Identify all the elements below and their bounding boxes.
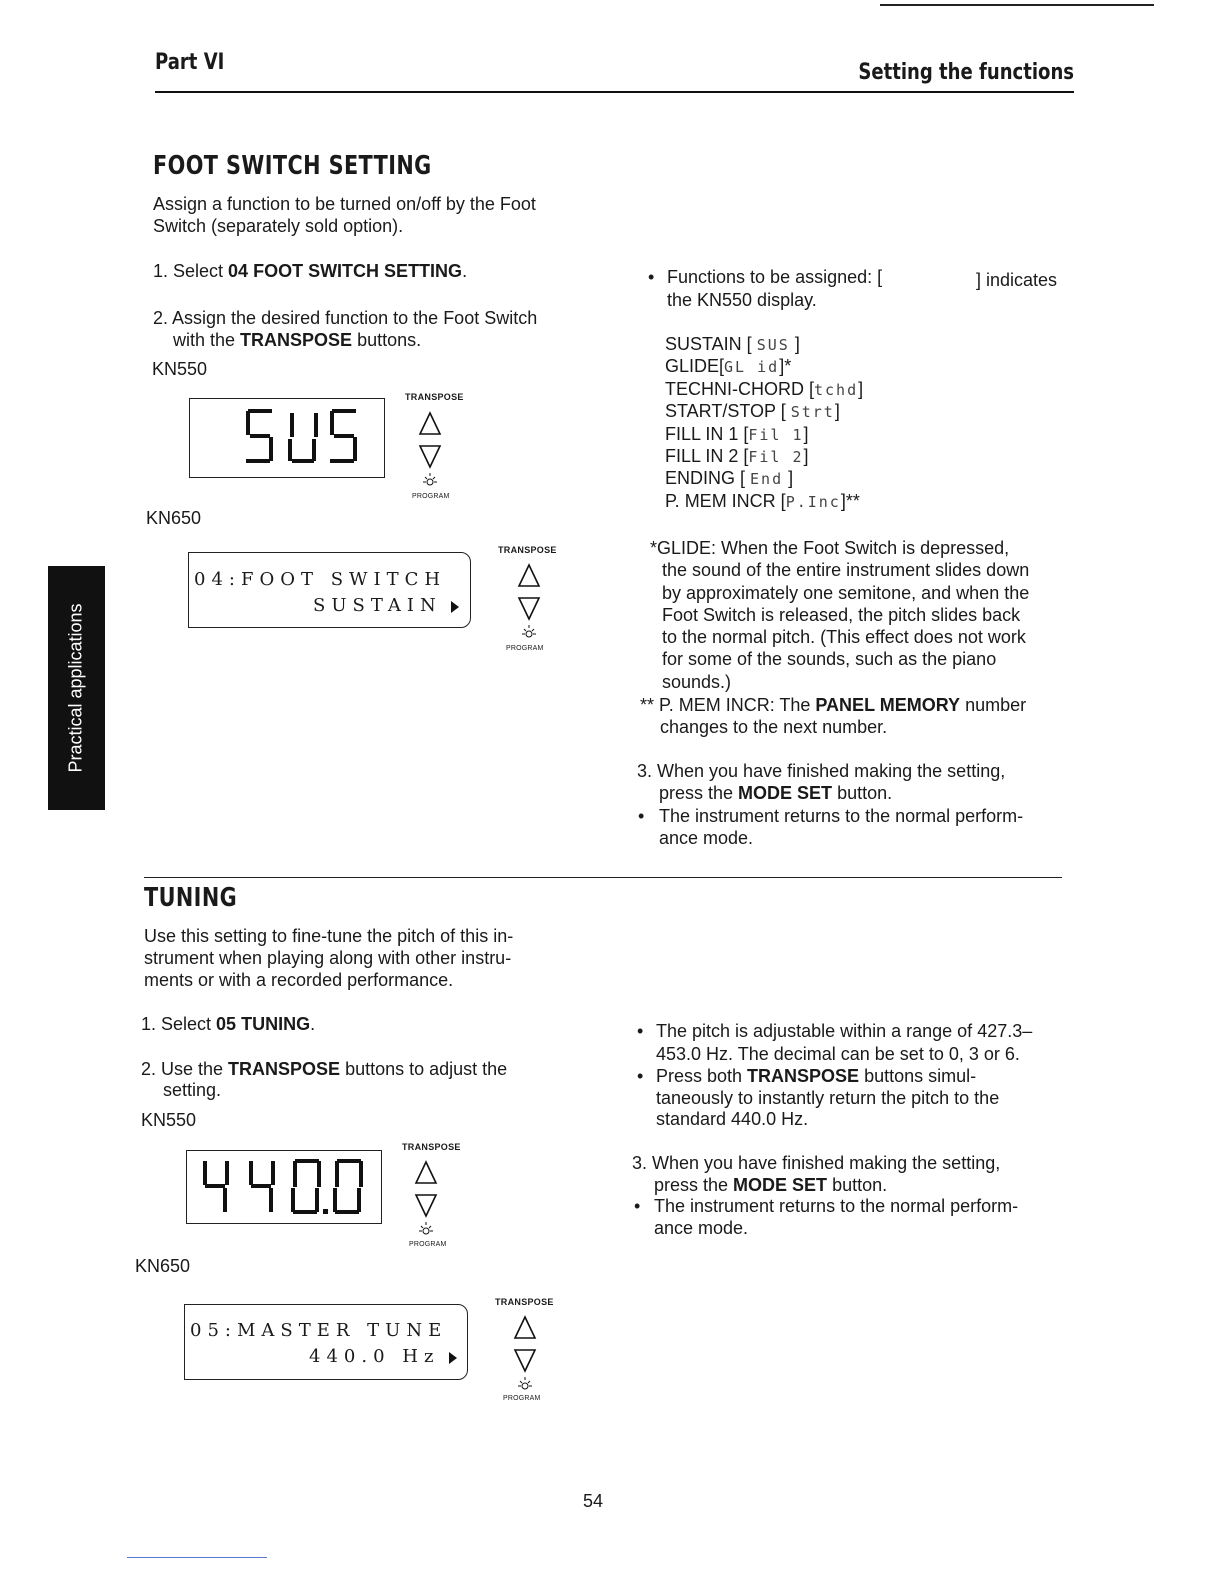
transpose-down-icon[interactable] (416, 1195, 436, 1216)
function-end: ] (794, 334, 800, 354)
tuning-step1-pre: 1. Select (141, 1014, 217, 1034)
foot-step2-post: buttons. (352, 330, 422, 350)
function-display: Fil 2 (748, 447, 804, 466)
tuning-return-2: ance mode. (654, 1218, 749, 1238)
foot-step-3-line2 (659, 782, 892, 804)
function-name: ENDING [ (665, 468, 746, 489)
tuning-press-3: standard 440.0 Hz. (656, 1109, 809, 1129)
function-name: P. MEM INCR [ (665, 490, 786, 511)
kn650-lcd-display-tuning (184, 1304, 468, 1380)
tuning-press-2: taneously to instantly return the pitch to the (656, 1088, 1000, 1108)
program-label: PROGRAM (412, 493, 450, 500)
program-lamp-icon (518, 1377, 532, 1389)
foot-intro-1: Assign a function to be turned on/off by the Foot (153, 194, 536, 214)
press-pre: Press both (656, 1066, 748, 1086)
tuning-step2-bold: TRANSPOSE (228, 1059, 341, 1079)
tuning-step-3-line1: 3. When you have finished making the setting, (632, 1153, 1001, 1173)
tuning-step-2-line2: setting. (163, 1080, 222, 1100)
transpose-label: TRANSPOSE (498, 545, 557, 555)
pmem-pre: ** P. MEM INCR: The (640, 695, 816, 715)
transpose-down-icon[interactable] (515, 1350, 535, 1371)
glide-note-line: to the normal pitch. (This effect does not work (662, 627, 1026, 648)
side-tab-label: Practical applications (65, 603, 86, 773)
function-item (665, 490, 863, 512)
tuning-step2-post: buttons to adjust the (340, 1059, 508, 1079)
header-rule (155, 91, 1074, 93)
transpose-buttons (418, 410, 442, 494)
transpose-up-icon[interactable] (420, 413, 440, 434)
bullet-icon: • (637, 1021, 644, 1041)
function-list (665, 333, 863, 512)
tuning-step3-bold: MODE SET (733, 1175, 828, 1195)
bullet-icon: • (634, 1196, 641, 1216)
tuning-step3-post: button. (827, 1175, 888, 1195)
foot-step1-pre: 1. Select (153, 261, 229, 281)
foot-switch-title: FOOT SWITCH SETTING (153, 151, 432, 181)
function-end: ] (834, 401, 840, 422)
tuning-kn650-label: KN650 (135, 1256, 191, 1276)
function-item (665, 445, 863, 467)
page-number: 54 (583, 1491, 604, 1511)
program-label: PROGRAM (506, 645, 544, 652)
pmem-post: number (960, 695, 1027, 715)
tuning-title: TUNING (144, 883, 238, 913)
tuning-kn550-label: KN550 (141, 1110, 197, 1130)
foot-return-1: The instrument returns to the normal perform- (659, 806, 1024, 826)
foot-return-2: ance mode. (659, 828, 754, 848)
transpose-buttons (414, 1159, 438, 1243)
step3-bold: MODE SET (738, 783, 833, 803)
foot-step1-bold: 04 FOOT SWITCH SETTING (228, 261, 463, 281)
glide-note-line: for some of the sounds, such as the piano (662, 649, 997, 670)
bullet-icon: • (638, 806, 645, 826)
function-end: ] (803, 445, 809, 466)
function-display: tchd (814, 380, 859, 399)
side-tab (48, 566, 105, 810)
function-display: P.Inc (785, 492, 841, 511)
transpose-down-icon[interactable] (420, 446, 440, 467)
tuning-intro-line: strument when playing along with other instru- (144, 948, 512, 968)
tuning-step-3-line2 (654, 1174, 887, 1196)
function-end: ]* (779, 356, 792, 377)
foot-step-3-line1: 3. When you have finished making the setting, (637, 761, 1006, 781)
section-heading: Setting the functions (858, 60, 1074, 85)
function-display: GL id (724, 358, 780, 377)
function-end: ] (858, 378, 864, 399)
tuning-range-2: 453.0 Hz. The decimal can be set to 0, 3 or 6. (656, 1044, 1020, 1064)
tuning-step2-pre: 2. Use the (141, 1059, 229, 1079)
function-name: TECHNI-CHORD [ (665, 378, 814, 399)
function-end: ] (788, 468, 794, 489)
function-display: SUS (756, 336, 790, 354)
function-display: Strt (790, 403, 835, 422)
foot-kn550-label: KN550 (152, 359, 208, 379)
bottom-link-line (127, 1557, 267, 1558)
function-display: Fil 1 (748, 425, 804, 444)
transpose-buttons (517, 562, 541, 646)
foot-kn650-label: KN650 (146, 508, 202, 528)
function-name: FILL IN 1 [ (665, 423, 749, 444)
foot-step-2-line1: 2. Assign the desired function to the Foot Switch (153, 308, 538, 328)
function-item (665, 378, 863, 400)
program-lamp-icon (419, 1222, 433, 1234)
function-name: START/STOP [ (665, 401, 786, 422)
funcs-line-2: the KN550 display. (667, 290, 817, 310)
pmem-bold: PANEL MEMORY (815, 695, 961, 715)
transpose-label: TRANSPOSE (405, 392, 464, 402)
tuning-return-1: The instrument returns to the normal perform- (654, 1196, 1019, 1216)
lcd-line-1: 04:FOOT SWITCH (194, 569, 447, 590)
glide-note-line: by approximately one semitone, and when the (662, 582, 1030, 603)
tuning-step-1 (141, 1013, 315, 1035)
function-display: End (750, 470, 784, 489)
part-label: Part VI (155, 50, 225, 75)
transpose-up-icon[interactable] (416, 1162, 436, 1183)
kn650-lcd-display (188, 552, 471, 628)
foot-intro-2: Switch (separately sold option). (153, 216, 404, 236)
function-name: FILL IN 2 [ (665, 445, 749, 466)
transpose-up-icon[interactable] (515, 1317, 535, 1338)
function-name: SUSTAIN [ (665, 334, 752, 354)
tuning-intro-line: Use this setting to fine-tune the pitch of this in- (144, 926, 514, 946)
kn550-led-display (189, 398, 385, 478)
lcd-arrow-icon (448, 1351, 458, 1365)
seven-seg-digits (190, 399, 384, 477)
seven-seg-digits (187, 1151, 381, 1223)
press-post: buttons simul- (859, 1066, 977, 1086)
funcs-line-1a: Functions to be assigned: [ (667, 267, 883, 287)
tuning-intro (144, 925, 513, 991)
foot-step-2-line2 (173, 329, 421, 351)
transpose-buttons (513, 1314, 537, 1398)
pmem-note-line-1 (640, 694, 1026, 716)
tuning-step1-bold: 05 TUNING (216, 1014, 311, 1034)
lcd-line-1: 05:MASTER TUNE (190, 1320, 448, 1341)
function-end: ]** (840, 490, 860, 511)
glide-note-line: Foot Switch is released, the pitch slides back (662, 604, 1021, 625)
bullet-icon: • (637, 1066, 644, 1086)
step3-post: button. (832, 783, 893, 803)
function-item (665, 467, 863, 489)
glide-note-line: the sound of the entire instrument slides down (662, 560, 1030, 581)
section-divider (144, 877, 1062, 878)
tuning-intro-line: ments or with a recorded performance. (144, 970, 454, 990)
foot-step2-pre: with the (173, 330, 241, 350)
pmem-note-line-2: changes to the next number. (660, 717, 888, 737)
foot-step1-post: . (462, 261, 468, 281)
function-item (665, 355, 863, 377)
step3-pre: press the (659, 783, 739, 803)
press-bold: TRANSPOSE (747, 1066, 860, 1086)
program-label: PROGRAM (503, 1395, 541, 1402)
transpose-label: TRANSPOSE (495, 1297, 554, 1307)
lcd-line-2: 440.0 Hz (309, 1346, 440, 1367)
program-lamp-icon (522, 625, 536, 637)
bullet-icon: • (648, 267, 655, 287)
lcd-line-2: SUSTAIN (313, 595, 442, 616)
glide-note-line: *GLIDE: When the Foot Switch is depressed, (650, 538, 1010, 558)
glide-note (650, 537, 1029, 693)
glide-note-line: sounds.) (662, 671, 732, 692)
top-edge-line (880, 4, 1154, 6)
lcd-arrow-icon (450, 600, 460, 614)
program-label: PROGRAM (409, 1241, 447, 1248)
tuning-step3-pre: press the (654, 1175, 734, 1195)
function-item (665, 333, 863, 355)
foot-step2-bold: TRANSPOSE (240, 330, 353, 350)
function-item (665, 400, 863, 422)
function-name: GLIDE[ (665, 356, 725, 377)
function-end: ] (803, 423, 809, 444)
transpose-up-icon[interactable] (519, 565, 539, 586)
transpose-label: TRANSPOSE (402, 1142, 461, 1152)
tuning-step-2-line1 (141, 1058, 507, 1080)
foot-step-1 (153, 260, 467, 282)
tuning-press-1 (656, 1065, 976, 1087)
tuning-range-1: The pitch is adjustable within a range of 427.3– (656, 1021, 1033, 1041)
transpose-down-icon[interactable] (519, 598, 539, 619)
funcs-line-1b: ] indicates (976, 270, 1058, 290)
function-item (665, 423, 863, 445)
kn550-led-display-tuning (186, 1150, 382, 1224)
tuning-step1-post: . (310, 1014, 316, 1034)
program-lamp-icon (423, 473, 437, 485)
